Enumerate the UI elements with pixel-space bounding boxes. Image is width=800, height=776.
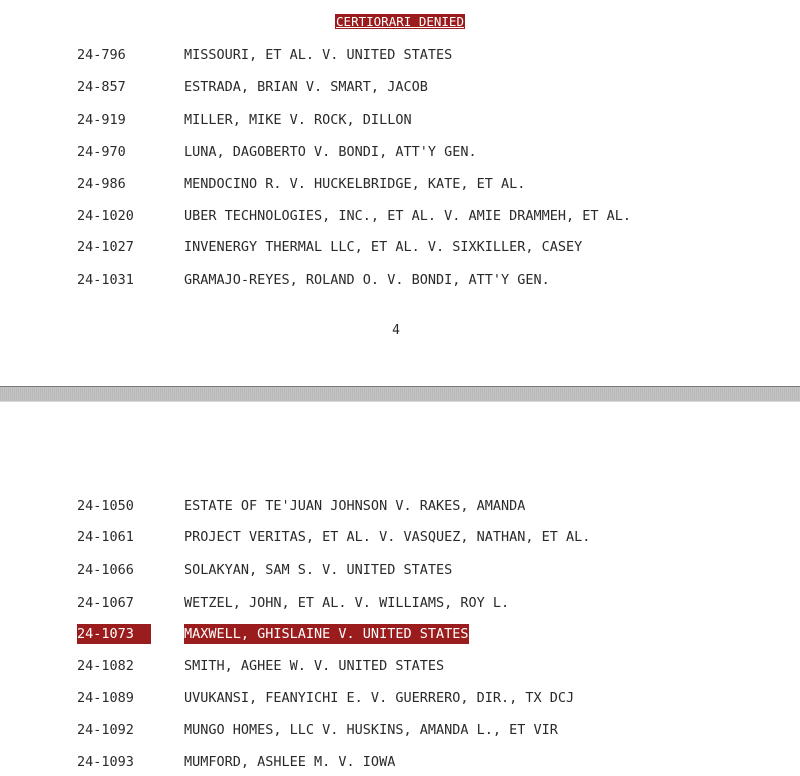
docket-number: 24-796	[77, 47, 126, 63]
case-row	[0, 560, 800, 580]
docket-number: 24-1027	[77, 239, 134, 255]
case-caption: UVUKANSI, FEANYICHI E. V. GUERRERO, DIR., TX DCJ	[184, 690, 575, 706]
case-row	[0, 720, 800, 740]
docket-number: 24-1073	[77, 624, 151, 644]
case-row	[0, 237, 800, 257]
case-row	[0, 527, 800, 547]
case-caption: WETZEL, JOHN, ET AL. V. WILLIAMS, ROY L.	[184, 595, 510, 611]
case-row	[0, 593, 800, 613]
case-row	[0, 496, 800, 516]
docket-number: 24-1089	[77, 690, 134, 706]
docket-number: 24-1093	[77, 754, 134, 770]
case-caption: PROJECT VERITAS, ET AL. V. VASQUEZ, NATHAN, ET AL.	[184, 529, 591, 545]
case-caption: UBER TECHNOLOGIES, INC., ET AL. V. AMIE DRAMMEH, ET AL.	[184, 208, 632, 224]
case-row	[0, 270, 800, 290]
case-row	[0, 77, 800, 97]
case-caption: ESTATE OF TE'JUAN JOHNSON V. RAKES, AMANDA	[184, 498, 526, 514]
case-row	[0, 688, 800, 708]
heading-text: CERTIORARI DENIED	[336, 14, 464, 29]
docket-number: 24-1061	[77, 529, 134, 545]
docket-number: 24-1082	[77, 658, 134, 674]
docket-number: 24-1066	[77, 562, 134, 578]
document-page-top	[0, 0, 800, 386]
case-caption: MISSOURI, ET AL. V. UNITED STATES	[184, 47, 453, 63]
case-caption: MUMFORD, ASHLEE M. V. IOWA	[184, 754, 396, 770]
page-number: 4	[392, 323, 400, 338]
page-separator	[0, 386, 800, 402]
docket-number: 24-1031	[77, 272, 134, 288]
docket-number: 24-1050	[77, 498, 134, 514]
case-caption: SMITH, AGHEE W. V. UNITED STATES	[184, 658, 445, 674]
docket-number: 24-1092	[77, 722, 134, 738]
docket-number: 24-919	[77, 112, 126, 128]
docket-number: 24-986	[77, 176, 126, 192]
case-row	[0, 752, 800, 772]
docket-number: 24-857	[77, 79, 126, 95]
case-caption: INVENERGY THERMAL LLC, ET AL. V. SIXKILLER, CASEY	[184, 239, 583, 255]
case-row	[0, 45, 800, 65]
case-caption: MILLER, MIKE V. ROCK, DILLON	[184, 112, 412, 128]
case-row	[0, 206, 800, 226]
docket-number: 24-1067	[77, 595, 134, 611]
section-heading	[0, 14, 800, 30]
case-caption: MAXWELL, GHISLAINE V. UNITED STATES	[184, 626, 469, 642]
case-caption: GRAMAJO-REYES, ROLAND O. V. BONDI, ATT'Y GEN.	[184, 272, 550, 288]
case-caption: LUNA, DAGOBERTO V. BONDI, ATT'Y GEN.	[184, 144, 477, 160]
case-caption: SOLAKYAN, SAM S. V. UNITED STATES	[184, 562, 453, 578]
case-row	[0, 656, 800, 676]
case-row	[0, 142, 800, 162]
document-page-bottom	[0, 402, 800, 776]
case-row	[0, 110, 800, 130]
case-row	[0, 174, 800, 194]
case-caption: MENDOCINO R. V. HUCKELBRIDGE, KATE, ET AL.	[184, 176, 526, 192]
case-caption: MUNGO HOMES, LLC V. HUSKINS, AMANDA L., ET VIR	[184, 722, 558, 738]
docket-number: 24-1020	[77, 208, 134, 224]
docket-number: 24-970	[77, 144, 126, 160]
case-row-highlighted	[0, 624, 800, 644]
case-caption: ESTRADA, BRIAN V. SMART, JACOB	[184, 79, 428, 95]
